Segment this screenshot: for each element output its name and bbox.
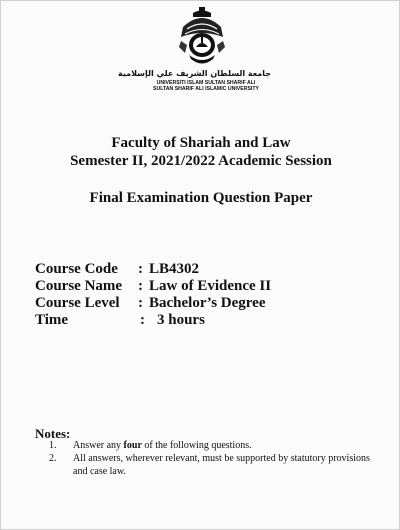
note-number: 1.	[49, 440, 57, 451]
time-value: 3 hours	[157, 312, 205, 328]
note-item-2	[49, 453, 370, 465]
university-name-english: SULTAN SHARIF ALI ISLAMIC UNIVERSITY	[153, 86, 259, 92]
course-level-colon: :	[138, 295, 143, 311]
note-text-line1: All answers, wherever relevant, must be supported by statutory provisions	[73, 453, 370, 464]
note-text-before: Answer any	[73, 440, 124, 451]
note-text-after: of the following questions.	[141, 440, 252, 451]
time-colon: :	[140, 312, 145, 328]
course-name-label: Course Name	[35, 278, 123, 294]
university-name-malay: UNIVERSITI ISLAM SULTAN SHARIF ALI	[156, 80, 256, 86]
semester-title: Semester II, 2021/2022 Academic Session	[70, 153, 332, 169]
course-code-colon: :	[138, 261, 143, 277]
course-code-value: LB4302	[149, 261, 200, 277]
university-name-arabic: جامعة السلطان الشريف علي الإسلامية	[118, 69, 271, 78]
course-level-value: Bachelor’s Degree	[149, 295, 266, 311]
university-crest-icon	[177, 7, 227, 69]
time-label: Time	[35, 312, 69, 328]
document-type-title: Final Examination Question Paper	[89, 190, 313, 206]
note-emphasis: four	[123, 440, 142, 451]
note-item-1	[49, 440, 252, 452]
notes-heading: Notes:	[35, 426, 71, 441]
course-name-colon: :	[138, 278, 143, 294]
note-text-line2: and case law.	[73, 466, 126, 477]
course-name-value: Law of Evidence II	[149, 278, 272, 294]
course-level-label: Course Level	[35, 295, 120, 311]
course-code-label: Course Code	[35, 261, 118, 277]
note-number: 2.	[49, 453, 57, 464]
faculty-title: Faculty of Shariah and Law	[111, 135, 291, 151]
